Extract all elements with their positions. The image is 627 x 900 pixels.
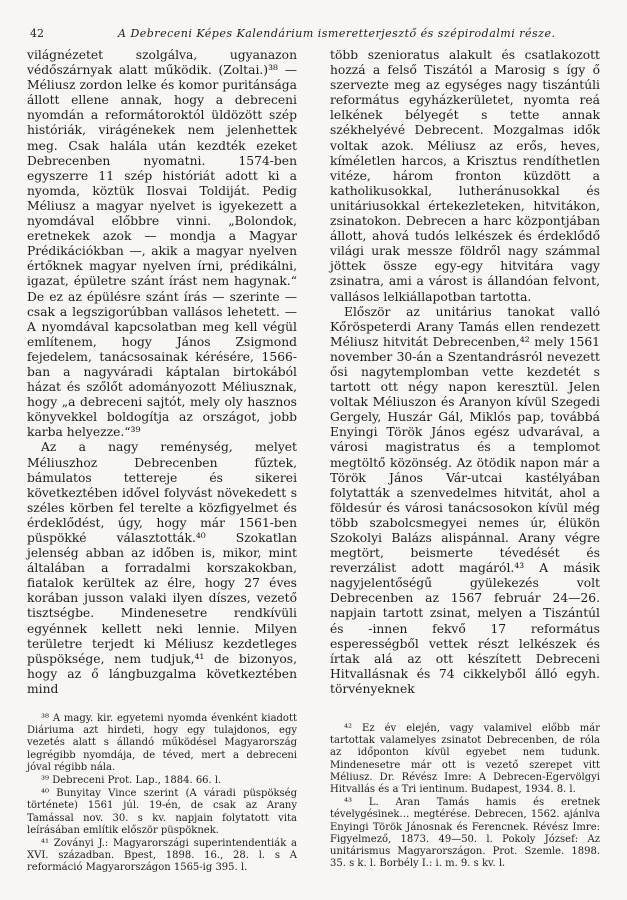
body-paragraph: Először az unitárius tanokat valló Kőröspeterdi Arany Tamás ellen rendezett Méliusz hitvitát Debrecenben,⁴² mely 1561 november 30-án a Szentandrásról nevezett ősi nagytemplomban vette kezdetét s tartott ott négy napon keresztül. Jelen voltak Méliuszon és Aranyon kívül Szegedi Gergely, Huszár Gál, Miklós pap, továbbá Enyingi Török János egész udvarával, a városi magistratus és a templomot megtöltő közönség. Az ötödik napon már a Török János Vár-utcai kastélyában folytatták a szenvedelmes hitvitát, ahol a földesúr és városi tanácsosokon kívül még több szabolcsmegyei nemes úr, élükön Szokolyi Balázs alispánnal. Arany végre megtört, beismerte tévedését és reverzálist adott magáról.⁴³ A másik nagyjelentőségű gyülekezés volt Debrecenben az 1567 február 24—26. napjain tartott zsinat, melyen a Tiszántúl és -innen fekvő 17 református esperességből vettek részt lelkészek és írtak alá az ott készített Debreceni Hitvallásnak és 74 cikkelyből álló egyh. törvényeknek [330, 304, 600, 696]
footnote-41: ⁴¹ Zoványi J.: Magyarországi superintendentiák a XVI. században. Bpest, 1898. 16., 28. l. s A reformáció Magyarországon 1565-ig 395. l. [27, 838, 297, 874]
body-paragraph: több szenioratus alakult és csatlakozott hozzá a felső Tiszától a Marosig s így ő szervezte meg az egységes nagy tiszántúli református egyházkerületet, nyomta reá lelkének bélyegét s tette annak székhelyévé Debrecent. Mozgalmas idők voltak azok. Méliusz az erős, heves, kíméletlen harcos, a Krisztus rendíthetlen vitéze, három fronton küzdött a katholikusokkal, lutheránusokkal és unitáriusokkal értekezleteken, hitvitákon, zsinatokon. Debrecen a harc központjában állott, ahová tudós lelkészek és érdeklődő világi urak messze földről nagy számmal jöttek össze egy-egy hitvitára vagy zsinatra, ami a várost is állandóan felvont, vallásos lelkiállapotban tartotta. [330, 48, 600, 304]
page-number: 42 [30, 27, 44, 40]
footnote-42: ⁴² Ez év elején, vagy valamivel előbb már tartottak valamelyes zsinatot Debrecenben, de róla az időponton kívül egyebet nem tudunk. Mindenesetre már ott is vezető szerepet vitt Méliusz. Dr. Révész Imre: A Debrecen-Egervölgyi Hitvallás és a Tri ientinum. Budapest, 1934. 8. l. [330, 723, 600, 796]
running-title: A Debreceni Képes Kalendárium ismeretterjesztő és szépirodalmi része. [118, 27, 556, 40]
footnote-39: ³⁹ Debreceni Prot. Lap., 1884. 66. l. [41, 775, 222, 787]
footnotes [27, 713, 297, 875]
footnote-40: ⁴⁰ Bunyitay Vince szerint (A váradi püspökség története) 1561 júl. 19-én, de csak az Arany Tamással nov. 30. s kv. napjain folytatott vita leírásában említik először püspöknek. [27, 788, 297, 836]
body-paragraph: Az a nagy reménység, melyet Méliuszhoz Debrecenben fűztek, bámulatos tettereje és sikerei következtében idővel folyvást növekedett s széles körben fel terelte a közfigyelmet és érdeklődést, úgy, hogy már 1561-ben püspökké választották.⁴⁰ Szokatlan jelenség abban az időben is, mikor, mint általában a forradalmi korszakokban, fiatalok kerültek az élre, hogy 27 éves korában jusson valaki ilyen díszes, vezető tisztségbe. Mindenesetre rendkívüli egyénnek kellett neki lennie. Milyen területre terjedt ki Méliusz kezdetleges püspöksége, nem tudjuk,⁴¹ de bizonyos, hogy az ő lángbuzgalma következtében mind [27, 440, 297, 696]
left-column [27, 48, 297, 876]
right-column [330, 48, 600, 871]
footnote-43: ⁴³ L. Aran Tamás hamis és eretnek tévelygésinek… megtérése. Debrecen, 1562. ajánlva Enyingi Török Jánosnak és Ferencnek. Révész Imre: Figyelmező, 1873. 49—50. l. Pokoly József: Az unitárismus Magyarországon. Prot. Szemle. 1898. 35. s k. l. Borbély I.: i. m. 9. s kv. l. [330, 797, 600, 870]
footnotes [330, 723, 600, 870]
body-paragraph: világnézetet szolgálva, ugyanazon védőszárnyak alatt működik. (Zoltai.)³⁸ — Méliusz zordon lelke és komor puritánsága állott ellene annak, hogy a debreceni nyomdán a reformátoroktól üldözött szép históriák, virágénekek nem jelenhettek meg. Csak halála után kezdték ezeket Debrecenben nyomatni. 1574-ben egyszerre 11 szép históriát adott ki a nyomda, köztük Ilosvai Toldiját. Pedig Méliusz a magyar nyelvet is igyekezett a nyomdával előbbre vinni. „Bolondok, eretnekek azok — mondja a Magyar Prédikációkban —, akik a magyar nyelven értőknek magyar nyelven írni, prédikálni, igazat, épületre szánt írást nem hagynak.“ De ez az épülésre szánt írás — szerinte — csak a legszigorúbban vallásos lehetett. — A nyomdával kapcsolatban meg kell végül említenem, hogy János Zsigmond fejedelem, tanácsosainak kérésére, 1566-ban a nagyváradi káptalan birtokából házat és szőlőt adományozott Méliusznak, hogy „a debreceni sajtót, mely oly hasznos könyvekkel boldogítja az országot, jobb karba helyezze.“³⁹ [27, 48, 297, 440]
running-header [30, 27, 590, 43]
footnote-38: ³⁸ A magy. kir. egyetemi nyomda évenként kiadott Diáriuma azt hirdeti, hogy egy tulajdonos, egy vezetés alatt s állandó működésel Magyarország legrégibb nyomdája, de téved, mert a debreceni jóval régibb nála. [27, 713, 297, 773]
